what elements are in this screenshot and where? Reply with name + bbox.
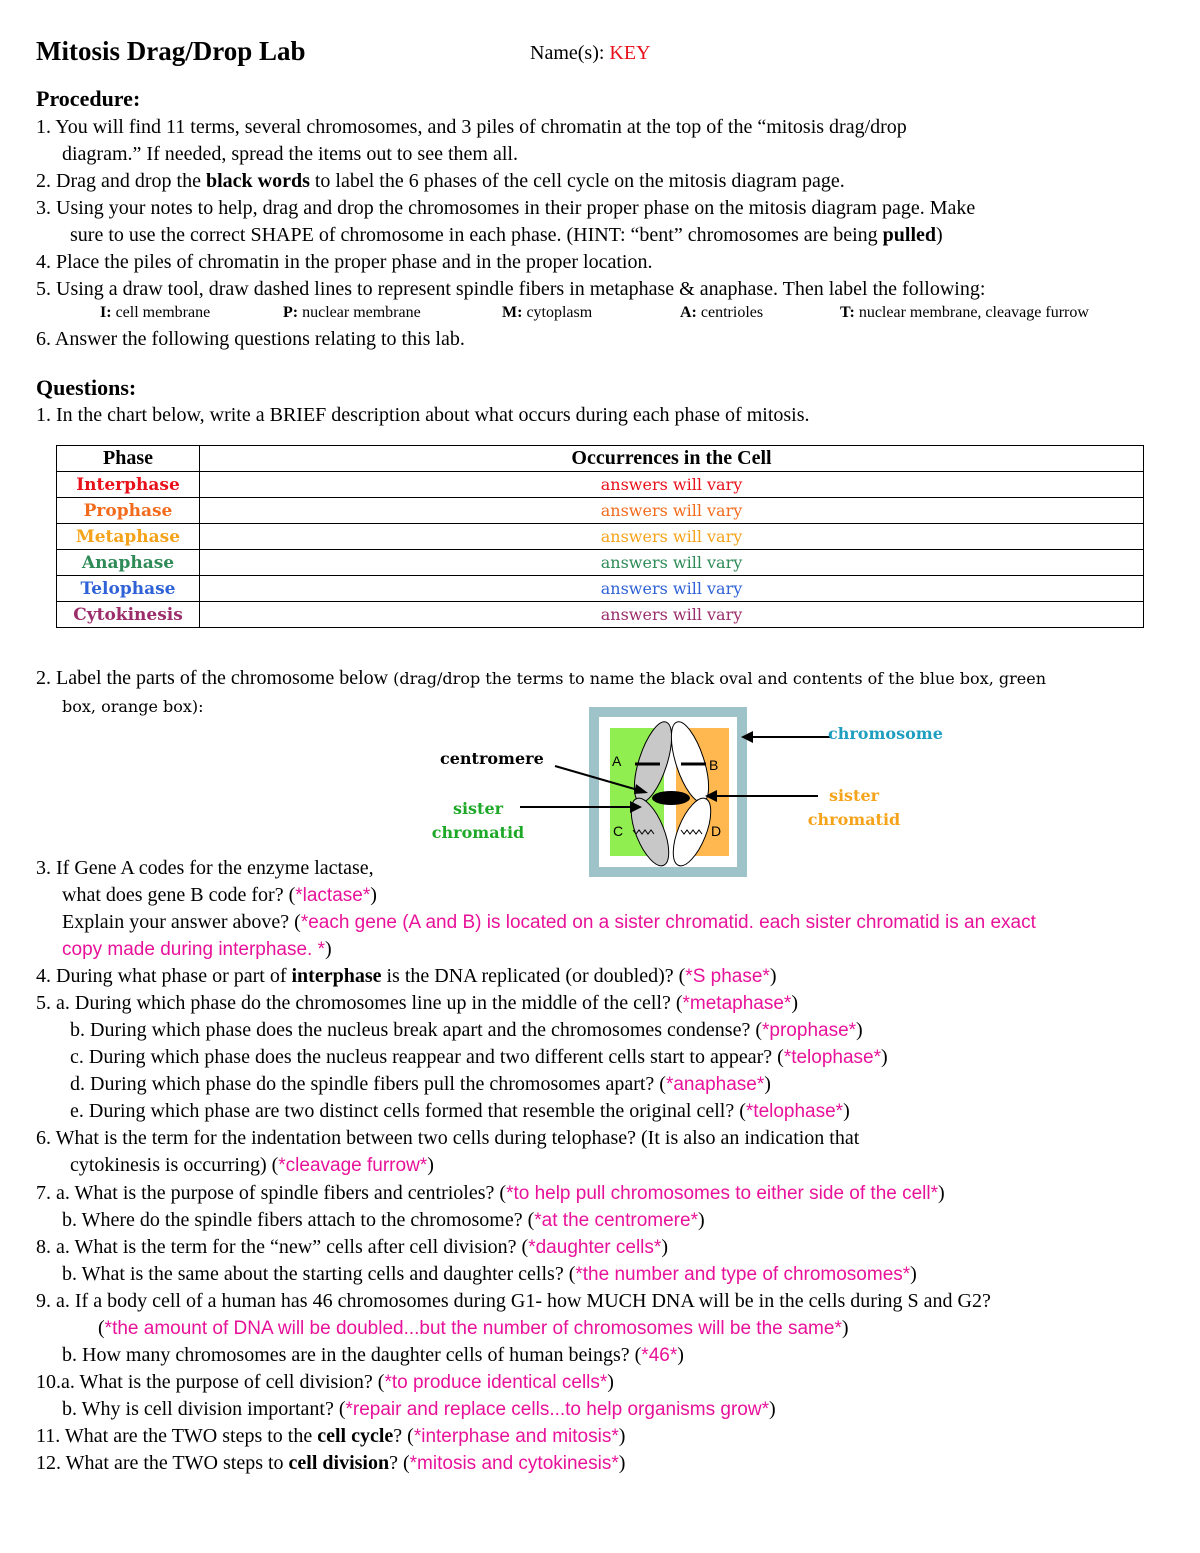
answer-cell: answers will vary — [200, 472, 1144, 498]
gene-c-label: C — [613, 823, 624, 839]
answer-3c-line2: copy made during interphase. * — [62, 939, 325, 960]
question-12: 12. What are the TWO steps to cell division? (*mitosis and cytokinesis*) — [36, 1452, 626, 1474]
answer-6: *cleavage furrow* — [278, 1155, 428, 1176]
table-row — [57, 498, 1144, 524]
question-9a-answer-line: (*the amount of DNA will be doubled...but the number of chromosomes will be the same*) — [98, 1317, 849, 1339]
answer-7b: *at the centromere* — [534, 1210, 698, 1231]
question-3c-cont: copy made during interphase. *) — [62, 938, 332, 960]
answer-8a: *daughter cells* — [528, 1237, 662, 1258]
question-8b: b. What is the same about the starting cells and daughter cells? (*the number and type of chromosomes*) — [62, 1263, 917, 1285]
table-row — [57, 472, 1144, 498]
question-10b: b. Why is cell division important? (*repair and replace cells...to help organisms grow*) — [62, 1398, 776, 1420]
answer-cell: answers will vary — [200, 576, 1144, 602]
question-2b: box, orange box): — [62, 697, 204, 716]
answer-3c-line1: *each gene (A and B) is located on a sister chromatid. each sister chromatid is an exact — [300, 912, 1036, 933]
step-2-text-a: 2. Drag and drop the — [36, 170, 206, 192]
answer-5b: *prophase* — [762, 1020, 857, 1041]
procedure-step-3b — [70, 222, 943, 249]
procedure-step-1a: 1. You will find 11 terms, several chromosomes, and 3 piles of chromatin at the top of the “mitosis drag/drop — [36, 116, 907, 138]
phase-cell: Interphase — [57, 472, 200, 498]
question-2a: 2. Label the parts of the chromosome below (drag/drop the terms to name the black oval and contents of the blue box, green — [36, 667, 1046, 689]
phase-cell: Metaphase — [57, 524, 200, 550]
question-5d: d. During which phase do the spindle fibers pull the chromosomes apart? (*anaphase*) — [70, 1073, 771, 1095]
phase-cell: Telophase — [57, 576, 200, 602]
answer-8b: *the number and type of chromosomes* — [575, 1264, 911, 1285]
answer-9b: *46* — [641, 1345, 678, 1366]
table-row — [57, 524, 1144, 550]
phase-cell: Anaphase — [57, 550, 200, 576]
phase-cell: Prophase — [57, 498, 200, 524]
label-key-t: T: nuclear membrane, cleavage furrow — [840, 304, 1089, 321]
answer-5d: *anaphase* — [665, 1074, 765, 1095]
table-header-row — [57, 446, 1144, 472]
sister-chromatid-right-label: sister chromatid — [807, 786, 901, 829]
centromere-label: centromere — [440, 749, 544, 768]
step-2-bold: black words — [205, 170, 310, 192]
step-3-text-b: sure to use the correct SHAPE of chromosome in each phase. (HINT: “bent” chromosomes are being — [70, 224, 883, 246]
answer-cell: answers will vary — [200, 524, 1144, 550]
question-11: 11. What are the TWO steps to the cell cycle? (*interphase and mitosis*) — [36, 1425, 626, 1447]
column-phase: Phase — [57, 446, 200, 472]
answer-cell: answers will vary — [200, 602, 1144, 628]
procedure-heading: Procedure: — [36, 86, 141, 111]
name-label: Name(s): — [530, 42, 605, 64]
name-value: KEY — [609, 42, 651, 64]
question-5a: 5. a. During which phase do the chromosomes line up in the middle of the cell? (*metaphase*) — [36, 992, 798, 1014]
question-6b: cytokinesis is occurring) (*cleavage furrow*) — [70, 1154, 434, 1176]
question-3c: Explain your answer above? (*each gene (A and B) is located on a sister chromatid. each sister chromatid is an exact — [62, 911, 1036, 933]
question-9a: 9. a. If a body cell of a human has 46 chromosomes during G1- how MUCH DNA will be in the cells during S and G2? — [36, 1290, 991, 1312]
answer-7a: *to help pull chromosomes to either side of the cell* — [506, 1183, 939, 1204]
page-title: Mitosis Drag/Drop Lab — [36, 36, 306, 66]
gene-d-label: D — [711, 823, 722, 839]
answer-10b: *repair and replace cells...to help organisms grow* — [345, 1399, 769, 1420]
gene-b-label: B — [709, 757, 719, 773]
step-3-bold: pulled — [882, 224, 936, 246]
procedure-step-5: 5. Using a draw tool, draw dashed lines to represent spindle fibers in metaphase & anaphase. Then label the following: — [36, 278, 986, 300]
answer-cell: answers will vary — [200, 498, 1144, 524]
sister-chromatid-left-label: sister chromatid — [431, 799, 525, 842]
question-3a: 3. If Gene A codes for the enzyme lactase, — [36, 857, 374, 879]
step-3-text-d: ) — [936, 224, 943, 246]
label-key-i: I: cell membrane — [100, 304, 211, 321]
procedure-step-3a: 3. Using your notes to help, drag and drop the chromosomes in their proper phase on the mitosis diagram page. Make — [36, 197, 976, 219]
gene-a-label: A — [612, 753, 622, 769]
question-7a: 7. a. What is the purpose of spindle fibers and centrioles? (*to help pull chromosomes to either side of the cell*) — [36, 1182, 945, 1204]
question-5c: c. During which phase does the nucleus reappear and two different cells start to appear? (*telophase*) — [70, 1046, 888, 1068]
answer-11: *interphase and mitosis* — [413, 1426, 619, 1447]
answer-12: *mitosis and cytokinesis* — [409, 1453, 619, 1474]
question-10a: 10.a. What is the purpose of cell division? (*to produce identical cells*) — [36, 1371, 614, 1393]
question-7b: b. Where do the spindle fibers attach to the chromosome? (*at the centromere*) — [62, 1209, 705, 1231]
question-5e: e. During which phase are two distinct cells formed that resemble the original cell? (*telophase*) — [70, 1100, 850, 1122]
column-occurrences: Occurrences in the Cell — [200, 446, 1144, 472]
question-4: 4. During what phase or part of interphase is the DNA replicated (or doubled)? (*S phase*) — [36, 965, 777, 987]
answer-cell: answers will vary — [200, 550, 1144, 576]
procedure-step-6: 6. Answer the following questions relating to this lab. — [36, 328, 465, 350]
answer-3b: *lactase* — [295, 885, 371, 906]
table-row — [57, 550, 1144, 576]
phase-cell: Cytokinesis — [57, 602, 200, 628]
name-field — [530, 42, 651, 65]
chromosome-label: chromosome — [828, 724, 943, 743]
answer-5e: *telophase* — [745, 1101, 844, 1122]
question-6a: 6. What is the term for the indentation between two cells during telophase? (It is also an indication that — [36, 1127, 860, 1149]
question-3b: what does gene B code for? (*lactase*) — [62, 884, 377, 906]
question-1: 1. In the chart below, write a BRIEF description about what occurs during each phase of mitosis. — [36, 404, 810, 426]
procedure-step-2 — [36, 168, 845, 195]
procedure-step-4: 4. Place the piles of chromatin in the proper phase and in the proper location. — [36, 251, 653, 273]
question-5b: b. During which phase does the nucleus break apart and the chromosomes condense? (*prophase*) — [70, 1019, 863, 1041]
answer-5c: *telophase* — [783, 1047, 882, 1068]
label-key-m: M: cytoplasm — [502, 304, 593, 321]
label-key-p: P: nuclear membrane — [283, 304, 421, 321]
questions-heading: Questions: — [36, 375, 137, 400]
label-key-a: A: centrioles — [680, 304, 764, 321]
answer-10a: *to produce identical cells* — [384, 1372, 608, 1393]
answer-9a: *the amount of DNA will be doubled...but the number of chromosomes will be the same* — [104, 1318, 842, 1339]
answer-5a: *metaphase* — [682, 993, 792, 1014]
centromere-oval — [652, 791, 690, 805]
step-2-text-c: to label the 6 phases of the cell cycle on the mitosis diagram page. — [309, 170, 845, 192]
question-9b: b. How many chromosomes are in the daughter cells of human beings? (*46*) — [62, 1344, 684, 1366]
procedure-step-1b: diagram.” If needed, spread the items out to see them all. — [62, 143, 518, 165]
table-row — [57, 576, 1144, 602]
phase-table — [56, 445, 1144, 628]
answer-4: *S phase* — [685, 966, 770, 987]
question-8a: 8. a. What is the term for the “new” cells after cell division? (*daughter cells*) — [36, 1236, 668, 1258]
table-row — [57, 602, 1144, 628]
